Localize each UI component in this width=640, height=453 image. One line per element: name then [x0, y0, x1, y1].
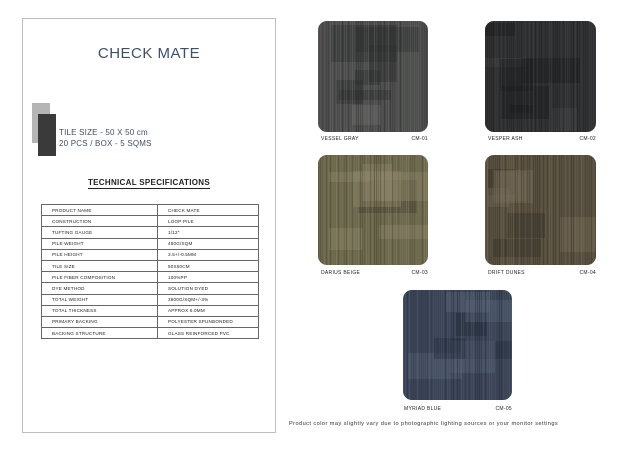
- spec-row: [42, 216, 259, 227]
- spec-label: PILE HEIGHT: [42, 249, 158, 260]
- spec-row: [42, 260, 259, 271]
- swatch-vessel-gray[interactable]: [318, 21, 428, 132]
- spec-row: [42, 305, 259, 316]
- spec-label: TOTAL THICKNESS: [42, 305, 158, 316]
- spec-label: TILE SIZE: [42, 260, 158, 271]
- spec-row: [42, 238, 259, 249]
- spec-value: SOLUTION DYED: [158, 283, 259, 294]
- swatch-texture: [318, 155, 428, 265]
- swatch-drift-dunes[interactable]: [485, 155, 596, 265]
- swatch-texture: [318, 21, 428, 132]
- product-title: CHECK MATE: [97, 45, 201, 62]
- spec-label: TUFTING GAUGE: [42, 227, 158, 238]
- spec-row: [42, 294, 259, 305]
- swatch-darius-beige[interactable]: [318, 155, 428, 265]
- packing-text: 20 PCS / BOX - 5 SQMS: [59, 139, 152, 148]
- product-info-panel: [22, 18, 276, 433]
- spec-heading: TECHNICAL SPECIFICATIONS: [87, 178, 211, 187]
- spec-value: 3.5+/-0.5MM: [158, 249, 259, 260]
- spec-value: 100%PP: [158, 272, 259, 283]
- spec-label: PRODUCT NAME: [42, 205, 158, 216]
- spec-label: PILE FIBER COMPOSITION: [42, 272, 158, 283]
- spec-row: [42, 205, 259, 216]
- swatch-code: CM-05: [495, 406, 512, 412]
- spec-row: [42, 272, 259, 283]
- swatch-label: VESSEL GRAY: [321, 136, 359, 142]
- swatch-vesper-ash[interactable]: [485, 21, 596, 132]
- spec-value: CHECK MATE: [158, 205, 259, 216]
- spec-row: [42, 316, 259, 327]
- spec-value: GLASS REINFORCED PVC: [158, 328, 259, 339]
- spec-label: DYE METHOD: [42, 283, 158, 294]
- tile-size-text: TILE SIZE - 50 X 50 cm: [59, 128, 148, 137]
- spec-value: APPROX 6.0MM: [158, 305, 259, 316]
- swatch-label: MYRIAD BLUE: [404, 406, 442, 412]
- decorative-block-dark: [38, 114, 56, 156]
- swatch-texture: [403, 290, 512, 400]
- spec-value: 1/12": [158, 227, 259, 238]
- swatch-label: VESPER ASH: [488, 136, 523, 142]
- spec-label: CONSTRUCTION: [42, 216, 158, 227]
- spec-value: LOOP PILE: [158, 216, 259, 227]
- spec-value: 450G/SQM: [158, 238, 259, 249]
- swatch-code: CM-04: [579, 270, 596, 276]
- color-disclaimer: Product color may slightly vary due to photographic lighting sources or your monitor settings: [289, 421, 559, 427]
- swatch-code: CM-02: [579, 136, 596, 142]
- spec-row: [42, 249, 259, 260]
- spec-label: PILE WEIGHT: [42, 238, 158, 249]
- swatch-texture: [485, 155, 596, 265]
- swatch-code: CM-01: [411, 136, 428, 142]
- spec-row: [42, 328, 259, 339]
- tile-info: [59, 127, 152, 149]
- swatch-texture: [485, 21, 596, 132]
- swatch-label: DARIUS BEIGE: [321, 270, 361, 276]
- swatch-code: CM-03: [411, 270, 428, 276]
- swatch-myriad-blue[interactable]: [403, 290, 512, 400]
- spec-value: 50X50CM: [158, 260, 259, 271]
- spec-value: POLYESTER SPUNBONDED: [158, 316, 259, 327]
- spec-value: 3600G/SQM+/-3%: [158, 294, 259, 305]
- spec-label: PRIMARY BACKING: [42, 316, 158, 327]
- spec-row: [42, 227, 259, 238]
- spec-label: BACKING STRUCTURE: [42, 328, 158, 339]
- swatch-label: DRIFT DUNES: [488, 270, 525, 276]
- spec-table: [41, 204, 259, 339]
- spec-label: TOTAL WEIGHT: [42, 294, 158, 305]
- spec-row: [42, 283, 259, 294]
